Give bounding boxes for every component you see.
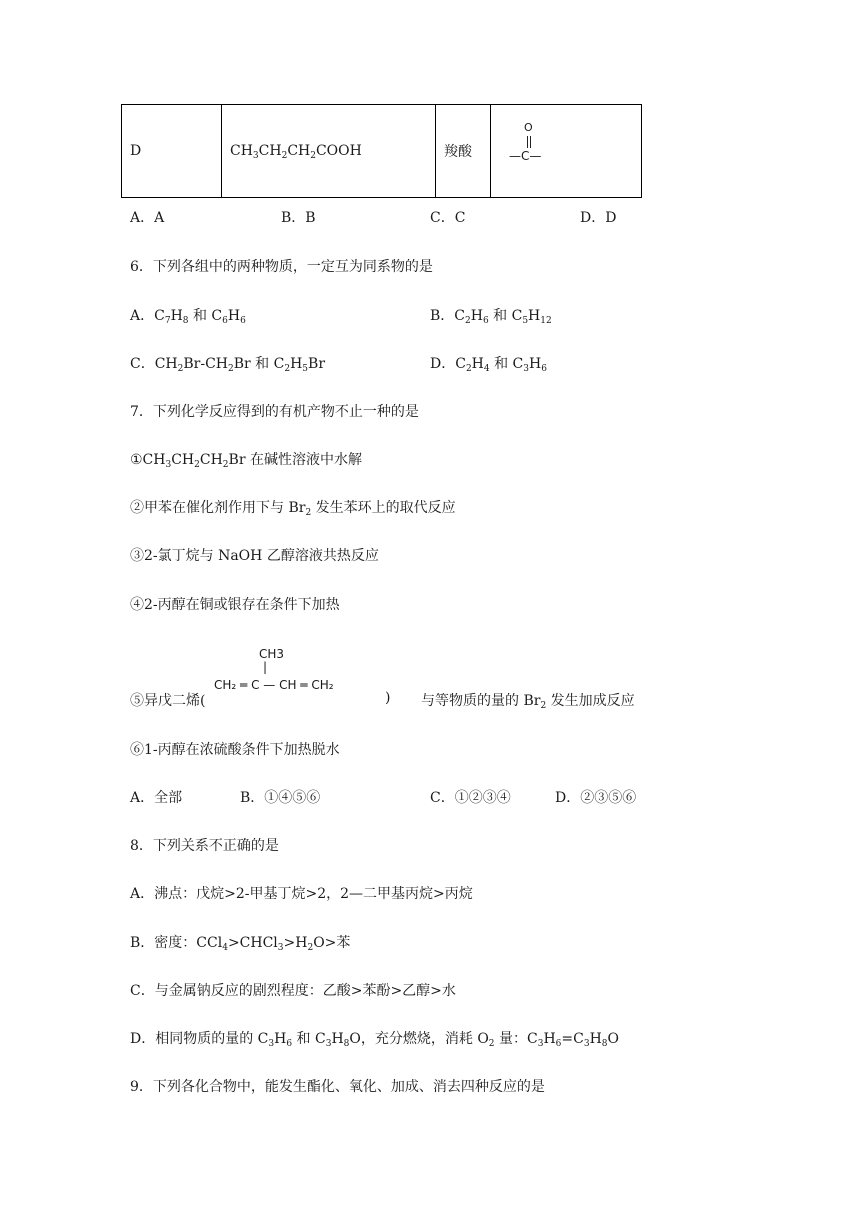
table-row	[122, 105, 642, 198]
row-functional-group	[491, 105, 642, 198]
q7-option-c[interactable]: C．①②③④	[430, 790, 511, 806]
q7-item-5-prefix: ⑤异戊二烯(	[130, 693, 206, 709]
q7-item-3: ③2-氯丁烷与 NaOH 乙醇溶液共热反应	[130, 548, 379, 564]
functional-group-table	[121, 104, 642, 198]
q6-option-a[interactable]: A．$C_7H_8$ 和 $C_6H_6$	[130, 308, 246, 326]
methyl-group: CH3	[259, 647, 285, 661]
row-formula: $CH_3CH_2CH_2COOH$	[222, 105, 436, 198]
q7-option-a[interactable]: A．全部	[130, 790, 183, 806]
q8-option-c[interactable]: C．与金属钠反应的剧烈程度：乙酸>苯酚>乙醇>水	[130, 983, 456, 999]
q7-item-4: ④2-丙醇在铜或银存在条件下加热	[130, 597, 340, 613]
q7-item-2: ②甲苯在催化剂作用下与 $Br_2$ 发生苯环上的取代反应	[130, 500, 456, 518]
q5-option-b[interactable]: B．B	[281, 210, 316, 226]
q7-item-1: $①CH_3CH_2CH_2Br$ 在碱性溶液中水解	[130, 452, 362, 470]
double-bond	[527, 136, 531, 148]
q7-option-d[interactable]: D．②③⑤⑥	[555, 790, 637, 806]
q6-option-c[interactable]: C．$CH_2Br-CH_2Br$ 和 $C_2H_5Br$	[130, 356, 326, 374]
q5-option-a[interactable]: A．A	[130, 210, 165, 226]
row-label: D	[122, 105, 222, 198]
carbonyl-carbon: —C—	[509, 149, 542, 163]
isoprene-chain: CH₂ ═ C — CH ═ CH₂	[214, 678, 334, 692]
carbonyl-oxygen: O	[524, 121, 533, 134]
q7-item-5-suffix: 与等物质的量的 $Br_2$ 发生加成反应	[421, 693, 635, 711]
q8-option-d[interactable]: D．相同物质的量的 $C_3H_6$ 和 $C_3H_8O$，充分燃烧，消耗 $O_2$ 量：$C_3H_6=C_3H_8O$	[130, 1031, 620, 1049]
q8-option-b[interactable]: B．密度：$CCl_4>CHCl_3>H_2O>$苯	[130, 935, 351, 953]
q6-stem: 6．下列各组中的两种物质，一定互为同系物的是	[130, 259, 433, 275]
q7-option-b[interactable]: B．①④⑤⑥	[240, 790, 321, 806]
q8-option-a[interactable]: A．沸点：戊烷>2-甲基丁烷>2，2—二甲基丙烷>丙烷	[130, 886, 473, 902]
q9-stem: 9．下列各化合物中，能发生酯化、氧化、加成、消去四种反应的是	[130, 1079, 545, 1095]
methyl-bond: |	[263, 660, 268, 674]
q7-stem: 7．下列化学反应得到的有机产物不止一种的是	[130, 404, 419, 420]
q8-stem: 8．下列关系不正确的是	[130, 838, 279, 854]
q5-option-c[interactable]: C．C	[430, 210, 466, 226]
q6-option-b[interactable]: B．$C_2H_6$ 和 $C_5H_{12}$	[430, 308, 552, 326]
q7-item-6: ⑥1-丙醇在浓硫酸条件下加热脱水	[130, 742, 340, 758]
q6-option-d[interactable]: D．$C_2H_4$ 和 $C_3H_6$	[430, 356, 547, 374]
row-class-name: 羧酸	[436, 105, 491, 198]
q5-option-d[interactable]: D．D	[580, 210, 617, 226]
q7-item-5-close: )	[385, 690, 391, 706]
